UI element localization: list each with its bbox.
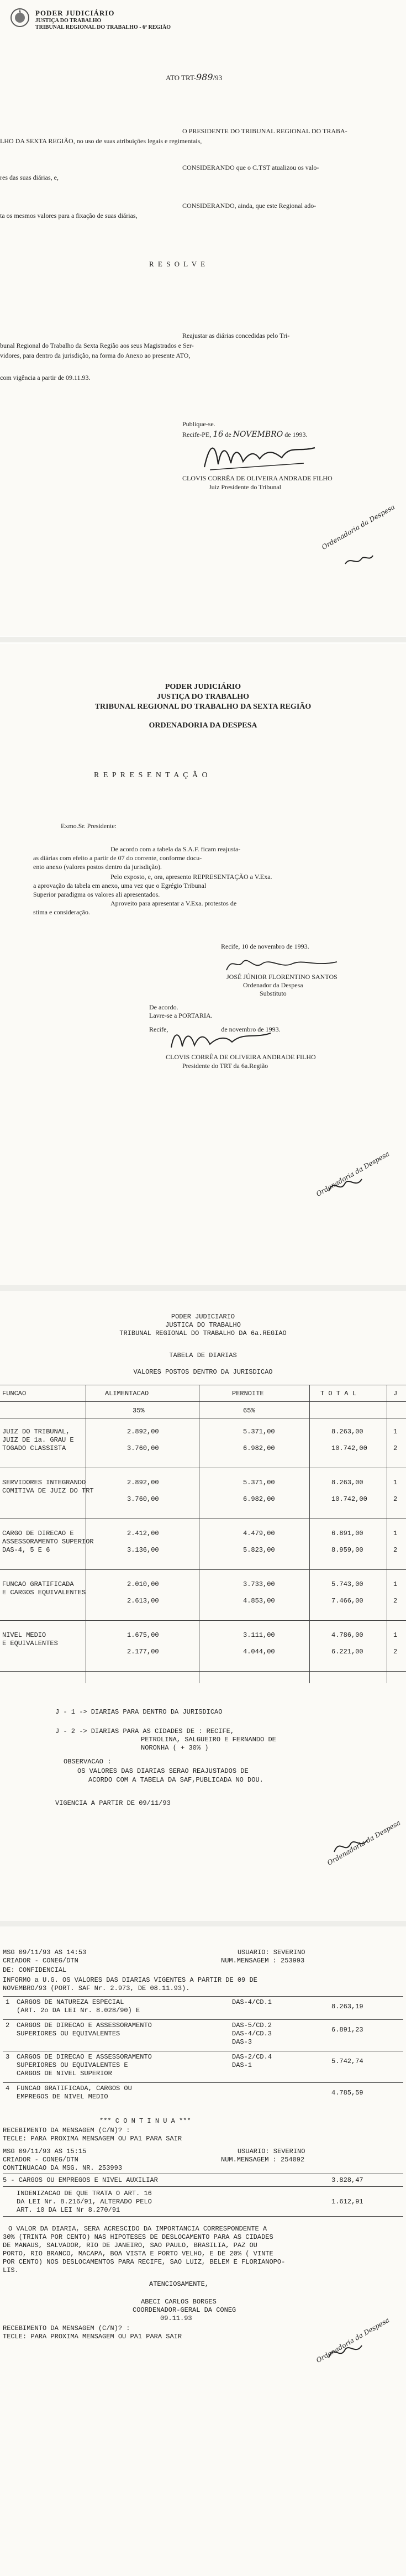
legend-j1: J - 1 -> DIARIAS PARA DENTRO DA JURISDICAO xyxy=(55,1708,223,1716)
para1-line-a: O PRESIDENTE DO TRIBUNAL REGIONAL DO TRABA- xyxy=(182,127,347,135)
row-label: TOGADO CLASSISTA xyxy=(2,1444,66,1452)
item-text: (ART. 2o DA LEI Nr. 8.028/90) E xyxy=(17,2007,140,2014)
row-label: DAS-4, 5 E 6 xyxy=(2,1546,50,1554)
col-header-alimentacao: ALIMENTACAO xyxy=(105,1390,149,1397)
cell-pernoite: 6.982,00 xyxy=(243,1495,275,1503)
item-code: DAS-2/CD.4 xyxy=(232,2053,272,2061)
para-line-a: O VALOR DA DIARIA, SERA ACRESCIDO DA IMPORTANCIA CORRESPONDENTE A xyxy=(8,2225,267,2233)
cell-alimentacao: 1.675,00 xyxy=(127,1631,159,1639)
obs-title: OBSERVACAO : xyxy=(64,1758,112,1766)
cell-pernoite: 3.111,00 xyxy=(243,1631,275,1639)
cell-j: 1 xyxy=(393,1479,398,1486)
continua-marker: *** C O N T I N U A *** xyxy=(99,2117,191,2125)
row-label: CARGO DE DIRECAO E xyxy=(2,1530,74,1537)
item-code: DAS-4/CD.3 xyxy=(232,2030,272,2038)
stamp-text: Ordenadoria da Despesa xyxy=(320,502,397,552)
receipt-1-a: RECEBIMENTO DA MENSAGEM (C/N)? : xyxy=(3,2127,130,2134)
item-text: FUNCAO GRATIFICADA, CARGOS OU xyxy=(17,2085,132,2092)
para-line-g: Aproveito para apresentar a V.Exa. protestos de xyxy=(110,899,237,907)
para2-line-b: res das suas diárias, e, xyxy=(0,174,59,181)
item-text: EMPREGOS DE NIVEL MEDIO xyxy=(17,2093,108,2101)
item-text: SUPERIORES OU EQUIVALENTES xyxy=(17,2030,120,2038)
item-number: 4 xyxy=(6,2085,10,2092)
para-line-c: ento anexo (valores postos dentro da jurisdição). xyxy=(33,863,162,871)
signer-date: 09.11.93 xyxy=(160,2315,192,2322)
header-line-2: JUSTICA DO TRABALHO xyxy=(165,1321,241,1329)
cell-alimentacao: 2.010,00 xyxy=(127,1580,159,1588)
obs-line-b: ACORDO COM A TABELA DA SAF,PUBLICADA NO DOU. xyxy=(88,1776,263,1784)
cell-alimentacao: 2.892,00 xyxy=(127,1428,159,1436)
item-value: 8.263,19 xyxy=(331,2003,363,2010)
legend-j2-c: NORONHA ( + 30% ) xyxy=(141,1744,209,1752)
msg2-user: USUARIO: SEVERINO xyxy=(238,2148,305,2155)
item-5-text: 5 - CARGOS OU EMPREGOS E NIVEL AUXILIAR xyxy=(3,2176,158,2184)
col-header-total: T O T A L xyxy=(320,1390,356,1397)
row-label: NIVEL MEDIO xyxy=(2,1631,46,1639)
para4-line-a: Reajustar as diárias concedidas pelo Tri- xyxy=(182,332,290,339)
initials-mark xyxy=(331,1835,370,1857)
cell-pernoite: 5.823,00 xyxy=(243,1546,275,1554)
agree-line-1: De acordo. xyxy=(149,1003,178,1011)
resolve-heading: R E S O L V E xyxy=(149,260,207,268)
cell-alimentacao: 2.613,00 xyxy=(127,1597,159,1605)
para-line-f: Superior paradigma os valores ali apresentados. xyxy=(33,891,160,898)
table-title: TABELA DE DIARIAS xyxy=(169,1352,237,1359)
signer-name: ABECI CARLOS BORGES xyxy=(141,2298,217,2306)
signer1-name: JOSÉ JÚNIOR FLORENTINO SANTOS xyxy=(226,973,338,981)
para-line-a: De acordo com a tabela da S.A.F. ficam reajusta- xyxy=(110,845,241,853)
indenizacao-value: 1.612,91 xyxy=(331,2198,363,2206)
cell-j: 2 xyxy=(393,1597,398,1605)
item-code: DAS-4/CD.1 xyxy=(232,1998,272,2006)
row-label: E EQUIVALENTES xyxy=(2,1640,58,1647)
cell-pernoite: 5.371,00 xyxy=(243,1428,275,1436)
item-text: CARGOS DE NIVEL SUPERIOR xyxy=(17,2070,112,2077)
item-value: 6.891,23 xyxy=(331,2026,363,2034)
item-code: DAS-1 xyxy=(232,2061,252,2069)
cell-j: 2 xyxy=(393,1444,398,1452)
cell-pernoite: 3.733,00 xyxy=(243,1580,275,1588)
row-label: JUIZ DE 1a. GRAU E xyxy=(2,1436,74,1444)
cell-alimentacao: 2.177,00 xyxy=(127,1648,159,1656)
cell-pernoite: 6.982,00 xyxy=(243,1444,275,1452)
signature-ordenador xyxy=(221,954,342,976)
para3-line-a: CONSIDERANDO, ainda, que este Regional ado- xyxy=(182,202,317,210)
para-line-c: DE MANAUS, SALVADOR, RIO DE JANEIRO, SAO PAULO, BRASILIA, PAZ OU xyxy=(3,2242,257,2249)
cell-total: 6.221,00 xyxy=(331,1648,363,1656)
header-line-2: JUSTIÇA DO TRABALHO xyxy=(156,693,249,701)
signer-role: COORDENADOR-GERAL DA CONEG xyxy=(133,2306,236,2314)
department-title: ORDENADORIA DA DESPESA xyxy=(149,721,257,730)
header-line-1: PODER JUDICIARIO xyxy=(171,1313,235,1321)
cell-pernoite: 4.853,00 xyxy=(243,1597,275,1605)
row-label: SERVIDORES INTEGRANDO xyxy=(2,1479,86,1486)
item-number: 2 xyxy=(6,2022,10,2029)
act-title: ATO TRT-989/93 xyxy=(166,72,223,82)
para-line-f: LIS. xyxy=(3,2266,19,2274)
para-line-b: as diárias com efeito a partir de 07 do corrente, conforme docu- xyxy=(33,854,202,862)
cell-j: 2 xyxy=(393,1495,398,1503)
cell-alimentacao: 3.136,00 xyxy=(127,1546,159,1554)
signature-1 xyxy=(199,437,320,475)
item-value: 5.742,74 xyxy=(331,2057,363,2065)
cell-total: 8.263,00 xyxy=(331,1428,363,1436)
msg2-ref: CONTINUACAO DA MSG. NR. 253993 xyxy=(3,2164,123,2172)
para-line-e: POR CENTO) NOS DESLOCAMENTOS PARA RECIFE, SAO LUIZ, BELEM E FLORIANOPO- xyxy=(3,2258,286,2266)
item-text: CARGOS DE NATUREZA ESPECIAL xyxy=(17,1998,124,2006)
para3-line-b: ta os mesmos valores para a fixação de suas diárias, xyxy=(0,212,138,219)
para4-line-b: bunal Regional do Trabalho da Sexta Região aos seus Magistrados e Ser- xyxy=(0,342,194,349)
cell-total: 7.466,00 xyxy=(331,1597,363,1605)
cell-j: 1 xyxy=(393,1428,398,1436)
cell-alimentacao: 3.760,00 xyxy=(127,1495,159,1503)
closing: ATENCIOSAMENTE, xyxy=(149,2280,209,2288)
para2-line-a: CONSIDERANDO que o C.TST atualizou os valo- xyxy=(182,164,319,171)
col-header-funcao: FUNCAO xyxy=(2,1390,27,1397)
agree-line-2: Lavre-se a PORTARIA. xyxy=(149,1012,213,1019)
cell-alimentacao: 2.412,00 xyxy=(127,1530,159,1537)
msg2-number: NUM.MENSAGEM : 254092 xyxy=(221,2156,305,2164)
cell-j: 1 xyxy=(393,1631,398,1639)
table-subtitle: VALORES POSTOS DENTRO DA JURISDICAO xyxy=(133,1368,273,1376)
para-line-d: PORTO, RIO BRANCO, MACAPA, BOA VISTA E PORTO VELHO, E DE 20% ( VINTE xyxy=(3,2250,273,2258)
item-text: SUPERIORES OU EQUIVALENTES E xyxy=(17,2061,128,2069)
signer1-role: Ordenador da Despesa xyxy=(243,981,303,989)
cell-total: 4.786,00 xyxy=(331,1631,363,1639)
item-text: CARGOS DE DIRECAO E ASSESSORAMENTO xyxy=(17,2053,152,2061)
document-page-1 xyxy=(0,0,406,636)
cell-pernoite: 4.044,00 xyxy=(243,1648,275,1656)
signer-role: Juiz Presidente do Tribunal xyxy=(209,483,281,491)
row-label: ASSESSORAMENTO SUPERIOR xyxy=(2,1538,94,1546)
para-line-h: stima e consideração. xyxy=(33,908,90,916)
cell-j: 2 xyxy=(393,1648,398,1656)
indenizacao-b: DA LEI Nr. 8.216/91, ALTERADO PELO xyxy=(17,2198,152,2206)
para-line-d: Pelo exposto, e, ora, apresento REPRESENTAÇÃO a V.Exa. xyxy=(110,873,272,881)
cell-total: 5.743,00 xyxy=(331,1580,363,1588)
header-line-3: TRIBUNAL REGIONAL DO TRABALHO DA SEXTA REGIÃO xyxy=(94,703,312,711)
row-label: FUNCAO GRATIFICADA xyxy=(2,1580,74,1588)
signature-presidente xyxy=(166,1025,276,1053)
row-label: COMITIVA DE JUIZ DO TRT xyxy=(2,1487,94,1495)
msg-header-2: CRIADOR - CONEG/DTN xyxy=(3,1957,78,1965)
item-text: CARGOS DE DIRECAO E ASSESSORAMENTO xyxy=(17,2022,152,2029)
representacao-title: R E P R E S E N T A Ç Ã O xyxy=(94,771,209,779)
signer1-sub: Substituto xyxy=(260,989,287,997)
signer2-name: CLOVIS CORRÊA DE OLIVEIRA ANDRADE FILHO xyxy=(166,1053,316,1061)
cell-total: 10.742,00 xyxy=(331,1444,367,1452)
date-line: Recife-PE, 16 de NOVEMBRO de 1993. xyxy=(182,429,308,439)
initials-mark xyxy=(326,1175,365,1197)
intro-line-b: NOVEMBRO/93 (PORT. SAF Nr. 2.973, DE 08.11.93). xyxy=(3,1985,190,1992)
col-header-pernoite: PERNOITE xyxy=(232,1390,264,1397)
document-page-3 xyxy=(0,1291,406,1921)
para-line-e: a aprovação da tabela em anexo, uma vez que o Egrégio Tribunal xyxy=(33,882,207,889)
msg-header-1: MSG 09/11/93 AS 14:53 xyxy=(3,1949,87,1956)
col-header-j: J xyxy=(393,1390,398,1397)
msg-ref: DE: CONFIDENCIAL xyxy=(3,1966,67,1974)
item-value: 4.785,59 xyxy=(331,2089,363,2097)
cell-pernoite: 4.479,00 xyxy=(243,1530,275,1537)
header-line-3: TRIBUNAL REGIONAL DO TRABALHO DA 6a.REGIAO xyxy=(119,1329,287,1337)
publique-text: Publique-se. xyxy=(182,420,215,428)
stamp-text: Ordenadoria da Despesa xyxy=(315,1149,391,1198)
initials-mark xyxy=(342,553,376,569)
cell-j: 2 xyxy=(393,1546,398,1554)
cell-total: 10.742,00 xyxy=(331,1495,367,1503)
obs-line-a: OS VALORES DAS DIARIAS SERAO REAJUSTADOS DE xyxy=(77,1767,249,1775)
cell-j: 1 xyxy=(393,1580,398,1588)
initials-mark xyxy=(326,2341,365,2363)
signer-name: CLOVIS CORRÊA DE OLIVEIRA ANDRADE FILHO xyxy=(182,474,333,482)
row-label: JUIZ DO TRIBUNAL, xyxy=(2,1428,70,1436)
item-code: DAS-3 xyxy=(232,2038,252,2046)
agree-line-3: Recife, de novembro de 1993. xyxy=(149,1025,281,1033)
para4-line-c: vidores, para dentro da jurisdição, na forma do Anexo ao presente ATO, xyxy=(0,352,191,359)
document-page-4 xyxy=(0,1926,406,2576)
row-label: E CARGOS EQUIVALENTES xyxy=(2,1589,86,1596)
cell-total: 8.263,00 xyxy=(331,1479,363,1486)
vigencia-line: VIGENCIA A PARTIR DE 09/11/93 xyxy=(55,1799,171,1807)
legend-j2-b: PETROLINA, SALGUEIRO E FERNANDO DE xyxy=(141,1736,276,1743)
pct-alimentacao: 35% xyxy=(133,1407,145,1415)
pct-pernoite: 65% xyxy=(243,1407,255,1415)
indenizacao-a: INDENIZACAO DE QUE TRATA O ART. 16 xyxy=(17,2190,152,2197)
coat-of-arms xyxy=(10,8,30,28)
document-page-2 xyxy=(0,644,406,1285)
receipt-2-b: TECLE: PARA PROXIMA MENSAGEM OU PA1 PARA SAIR xyxy=(3,2333,182,2341)
msg2-header-1: MSG 09/11/93 AS 15:15 xyxy=(3,2148,87,2155)
cell-alimentacao: 2.892,00 xyxy=(127,1479,159,1486)
msg2-header-2: CRIADOR - CONEG/DTN xyxy=(3,2156,78,2164)
indenizacao-c: ART. 10 DA LEI Nr 8.270/91 xyxy=(17,2206,120,2214)
cell-pernoite: 5.371,00 xyxy=(243,1479,275,1486)
item-5-value: 3.828,47 xyxy=(331,2176,363,2184)
header-line-1: PODER JUDICIÁRIO xyxy=(35,9,115,17)
para-line-b: 30% (TRINTA POR CENTO) NAS HIPOTESES DE DESLOCAMENTO PARA AS CIDADES xyxy=(3,2233,273,2241)
stamp-text: Ordenadoria da Despesa xyxy=(315,2316,391,2365)
header-line-2: JUSTIÇA DO TRABALHO xyxy=(35,18,102,24)
msg-user: USUARIO: SEVERINO xyxy=(238,1949,305,1956)
legend-j2-a: J - 2 -> DIARIAS PARA AS CIDADES DE : RECIFE, xyxy=(55,1727,235,1735)
para4-line-d: com vigência a partir de 09.11.93. xyxy=(0,374,91,381)
stamp-text: Ordenadoria da Despesa xyxy=(326,1818,402,1867)
msg-number: NUM.MENSAGEM : 253993 xyxy=(221,1957,305,1965)
date-line: Recife, 10 de novembro de 1993. xyxy=(221,943,309,950)
item-number: 3 xyxy=(6,2053,10,2061)
para1-line-b: LHO DA SEXTA REGIÃO, no uso de suas atribuições legais e regimentais, xyxy=(0,137,202,145)
header-line-1: PODER JUDICIÁRIO xyxy=(165,683,241,691)
cell-j: 1 xyxy=(393,1530,398,1537)
cell-total: 6.891,00 xyxy=(331,1530,363,1537)
receipt-1-b: TECLE: PARA PROXIMA MENSAGEM OU PA1 PARA SAIR xyxy=(3,2135,182,2143)
cell-total: 8.959,00 xyxy=(331,1546,363,1554)
salutation: Exmo.Sr. Presidente: xyxy=(61,822,117,830)
item-code: DAS-5/CD.2 xyxy=(232,2022,272,2029)
item-number: 1 xyxy=(6,1998,10,2006)
header-line-3: TRIBUNAL REGIONAL DO TRABALHO - 6ª REGIÃO xyxy=(35,24,171,30)
intro-line-a: INFORMO a U.G. OS VALORES DAS DIARIAS VIGENTES A PARTIR DE 09 DE xyxy=(3,1976,257,1984)
receipt-2-a: RECEBIMENTO DA MENSAGEM (C/N)? : xyxy=(3,2324,130,2332)
cell-alimentacao: 3.760,00 xyxy=(127,1444,159,1452)
signer2-role: Presidente do TRT da 6a.Região xyxy=(182,1062,268,1070)
